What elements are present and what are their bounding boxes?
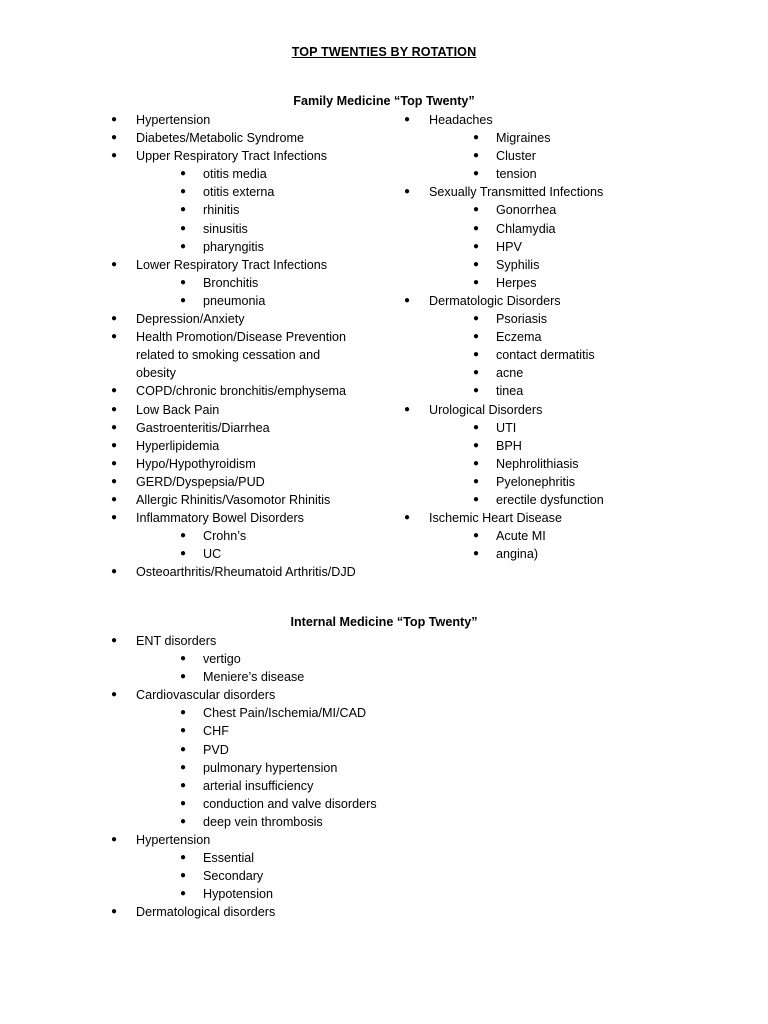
bullet-icon: ● [404, 114, 411, 125]
sub-list-item [111, 650, 511, 668]
bullet-icon: ● [180, 761, 187, 773]
bullet-icon: ● [473, 276, 480, 288]
bullet-icon: ● [111, 834, 118, 846]
bullet-icon: ● [473, 349, 480, 361]
sub-list-item [111, 759, 511, 777]
bullet-icon: ● [180, 530, 187, 542]
list-item [111, 831, 511, 849]
sub-list-item [404, 256, 664, 274]
bullet-icon: ● [180, 653, 187, 665]
bullet-icon: ● [180, 204, 187, 216]
bullet-icon: ● [111, 403, 118, 415]
list-item [404, 401, 664, 419]
bullet-icon: ● [473, 204, 480, 216]
sub-list-item [111, 220, 371, 238]
list-item-label: Allergic Rhinitis/Vasomotor Rhinitis [136, 492, 331, 507]
list-item [111, 437, 371, 455]
sub-list-item [111, 292, 371, 310]
bullet-icon: ● [111, 512, 118, 524]
list-item-label: UC [203, 547, 222, 562]
sub-list-item [404, 147, 664, 165]
bullet-icon: ● [180, 294, 187, 306]
bullet-icon: ● [111, 132, 118, 144]
list-item-label: Health Promotion/Disease Prevention related to smoking cessation and obesity [136, 330, 347, 381]
bullet-icon: ● [180, 186, 187, 198]
sub-list-item [111, 527, 371, 545]
bullet-icon: ● [473, 313, 480, 325]
bullet-icon: ● [473, 222, 480, 234]
list-item-label: Inflammatory Bowel Disorders [136, 511, 304, 526]
bullet-icon: ● [473, 421, 480, 433]
list-item [404, 509, 664, 527]
bullet-icon: ● [180, 707, 187, 719]
list-item-label: Urological Disorders [429, 402, 543, 417]
bullet-icon: ● [473, 475, 480, 487]
bullet-icon: ● [404, 294, 411, 306]
list-item [111, 328, 352, 382]
list-item-label: UTI [496, 420, 517, 435]
sub-list-item [111, 201, 371, 219]
list-item-label: otitis media [203, 167, 267, 182]
sub-list-item [111, 165, 371, 183]
list-item-label: sinusitis [203, 221, 248, 236]
sub-list-item [111, 238, 371, 256]
bullet-icon: ● [180, 725, 187, 737]
bullet-icon: ● [404, 403, 411, 415]
list-item [111, 632, 511, 650]
list-item-label: Upper Respiratory Tract Infections [136, 149, 328, 164]
bullet-icon: ● [111, 385, 118, 397]
list-item-label: tinea [496, 384, 524, 399]
bullet-icon: ● [180, 222, 187, 234]
list-item-label: ENT disorders [136, 634, 217, 648]
list-item-label: pulmonary hypertension [203, 760, 338, 775]
list-item-label: Headaches [429, 113, 493, 127]
list-item [111, 509, 371, 527]
sub-list-item [404, 238, 664, 256]
sub-list-item [111, 704, 511, 722]
bullet-icon: ● [180, 870, 187, 882]
bullet-icon: ● [473, 548, 480, 560]
bullet-icon: ● [111, 421, 118, 433]
list-item-label: Migraines [496, 131, 551, 146]
sub-list-item [404, 328, 664, 346]
list-item-label: COPD/chronic bronchitis/emphysema [136, 384, 346, 399]
sub-list-item [111, 885, 511, 903]
bullet-icon: ● [180, 888, 187, 900]
sub-list-item [404, 129, 664, 147]
bullet-icon: ● [473, 385, 480, 397]
list-item [111, 129, 371, 147]
list-item-label: GERD/Dyspepsia/PUD [136, 474, 265, 489]
sub-list-item [404, 455, 664, 473]
list-item-label: pharyngitis [203, 239, 264, 254]
list-item [111, 111, 371, 129]
list-item-label: Chlamydia [496, 221, 556, 236]
family-medicine-left-list [111, 111, 371, 581]
sub-list-item [404, 527, 664, 545]
sub-list-item [404, 310, 664, 328]
sub-list-item [404, 364, 664, 382]
bullet-icon: ● [473, 493, 480, 505]
sub-list-item [111, 813, 511, 831]
list-item [111, 256, 371, 274]
list-item [404, 292, 664, 310]
list-item-label: Hypo/Hypothyroidism [136, 456, 256, 471]
bullet-icon: ● [473, 150, 480, 162]
sub-list-item [111, 274, 371, 292]
list-item-label: Cardiovascular disorders [136, 688, 276, 703]
bullet-icon: ● [111, 493, 118, 505]
list-item-label: Essential [203, 851, 255, 866]
bullet-icon: ● [180, 852, 187, 864]
list-item [404, 183, 664, 201]
bullet-icon: ● [111, 258, 118, 270]
sub-list-item [111, 183, 371, 201]
bullet-icon: ● [111, 457, 118, 469]
list-item-label: Pyelonephritis [496, 474, 576, 489]
list-item-label: Secondary [203, 869, 264, 884]
list-item-label: Ischemic Heart Disease [429, 511, 562, 526]
sub-list-item [404, 382, 664, 400]
list-item-label: Sexually Transmitted Infections [429, 185, 604, 200]
sub-list-item [404, 491, 664, 509]
internal-medicine-heading: Internal Medicine “Top Twenty” [290, 615, 478, 629]
bullet-icon: ● [111, 475, 118, 487]
list-item [111, 401, 371, 419]
list-item [111, 455, 371, 473]
sub-list-item [111, 777, 511, 795]
list-item-label: Acute MI [496, 529, 546, 544]
list-item-label: deep vein thrombosis [203, 814, 323, 829]
list-item [111, 382, 371, 400]
list-item [111, 903, 511, 921]
list-item-label: Meniere’s disease [203, 670, 305, 685]
list-item-label: Chest Pain/Ischemia/MI/CAD [203, 706, 367, 721]
bullet-icon: ● [473, 439, 480, 451]
sub-list-item [404, 165, 664, 183]
sub-list-item [111, 668, 511, 686]
bullet-icon: ● [473, 240, 480, 252]
bullet-icon: ● [180, 548, 187, 560]
list-item-label: otitis externa [203, 185, 275, 200]
sub-list-item [404, 419, 664, 437]
sub-list-item [111, 545, 371, 563]
list-item-label: Dermatologic Disorders [429, 293, 561, 308]
list-item-label: erectile dysfunction [496, 492, 604, 507]
bullet-icon: ● [180, 168, 187, 180]
sub-list-item [404, 473, 664, 491]
sub-list-item [111, 795, 511, 813]
list-item [111, 473, 371, 491]
bullet-icon: ● [180, 240, 187, 252]
bullet-icon: ● [111, 906, 118, 918]
bullet-icon: ● [404, 512, 411, 524]
list-item [111, 686, 511, 704]
list-item-label: Lower Respiratory Tract Infections [136, 257, 328, 272]
bullet-icon: ● [404, 186, 411, 198]
list-item-label: PVD [203, 742, 229, 757]
bullet-icon: ● [473, 530, 480, 542]
bullet-icon: ● [180, 276, 187, 288]
list-item [111, 491, 371, 509]
list-item-label: vertigo [203, 652, 241, 667]
bullet-icon: ● [180, 797, 187, 809]
family-medicine-heading: Family Medicine “Top Twenty” [293, 94, 475, 108]
bullet-icon: ● [473, 331, 480, 343]
list-item [111, 563, 371, 581]
bullet-icon: ● [473, 367, 480, 379]
internal-medicine-list [111, 632, 511, 922]
bullet-icon: ● [111, 150, 118, 162]
sub-list-item [111, 849, 511, 867]
list-item-label: Gastroenteritis/Diarrhea [136, 420, 270, 435]
list-item-label: Nephrolithiasis [496, 456, 579, 471]
bullet-icon: ● [180, 815, 187, 827]
list-item-label: angina) [496, 547, 539, 562]
sub-list-item [404, 220, 664, 238]
list-item [111, 147, 371, 165]
sub-list-item [404, 274, 664, 292]
list-item-label: CHF [203, 724, 229, 739]
list-item-label: acne [496, 366, 524, 381]
list-item-label: Hypertension [136, 113, 211, 127]
bullet-icon: ● [111, 566, 118, 578]
list-item [111, 419, 371, 437]
bullet-icon: ● [473, 132, 480, 144]
list-item-label: Hypertension [136, 833, 211, 848]
bullet-icon: ● [180, 743, 187, 755]
list-item-label: tension [496, 167, 537, 182]
bullet-icon: ● [473, 457, 480, 469]
bullet-icon: ● [111, 331, 118, 343]
list-item-label: conduction and valve disorders [203, 796, 377, 811]
sub-list-item [111, 741, 511, 759]
document-title: TOP TWENTIES BY ROTATION [291, 45, 477, 59]
bullet-icon: ● [111, 313, 118, 325]
list-item-label: Crohn’s [203, 529, 247, 544]
bullet-icon: ● [180, 671, 187, 683]
bullet-icon: ● [473, 168, 480, 180]
bullet-icon: ● [111, 689, 118, 701]
list-item-label: pneumonia [203, 293, 266, 308]
bullet-icon: ● [180, 779, 187, 791]
list-item-label: Dermatological disorders [136, 905, 276, 920]
list-item-label: rhinitis [203, 203, 240, 218]
sub-list-item [404, 437, 664, 455]
list-item-label: Depression/Anxiety [136, 312, 245, 327]
sub-list-item [111, 722, 511, 740]
list-item-label: Syphilis [496, 257, 540, 272]
list-item-label: Cluster [496, 149, 536, 164]
list-item-label: Herpes [496, 275, 537, 290]
sub-list-item [111, 867, 511, 885]
bullet-icon: ● [111, 635, 118, 646]
list-item-label: Osteoarthritis/Rheumatoid Arthritis/DJD [136, 565, 356, 580]
sub-list-item [404, 346, 664, 364]
list-item-label: Eczema [496, 330, 542, 345]
list-item [111, 310, 371, 328]
list-item [404, 111, 664, 129]
list-item-label: arterial insufficiency [203, 778, 314, 793]
list-item-label: Gonorrhea [496, 203, 557, 218]
list-item-label: Hypotension [203, 887, 274, 902]
list-item-label: Psoriasis [496, 312, 548, 327]
list-item-label: BPH [496, 438, 522, 453]
family-medicine-right-list [404, 111, 664, 563]
list-item-label: contact dermatitis [496, 348, 595, 363]
list-item-label: Diabetes/Metabolic Syndrome [136, 131, 304, 146]
list-item-label: Hyperlipidemia [136, 438, 220, 453]
bullet-icon: ● [111, 439, 118, 451]
list-item-label: Bronchitis [203, 275, 259, 290]
bullet-icon: ● [111, 114, 118, 125]
sub-list-item [404, 201, 664, 219]
bullet-icon: ● [473, 258, 480, 270]
list-item-label: Low Back Pain [136, 402, 220, 417]
sub-list-item [404, 545, 664, 563]
list-item-label: HPV [496, 239, 522, 254]
